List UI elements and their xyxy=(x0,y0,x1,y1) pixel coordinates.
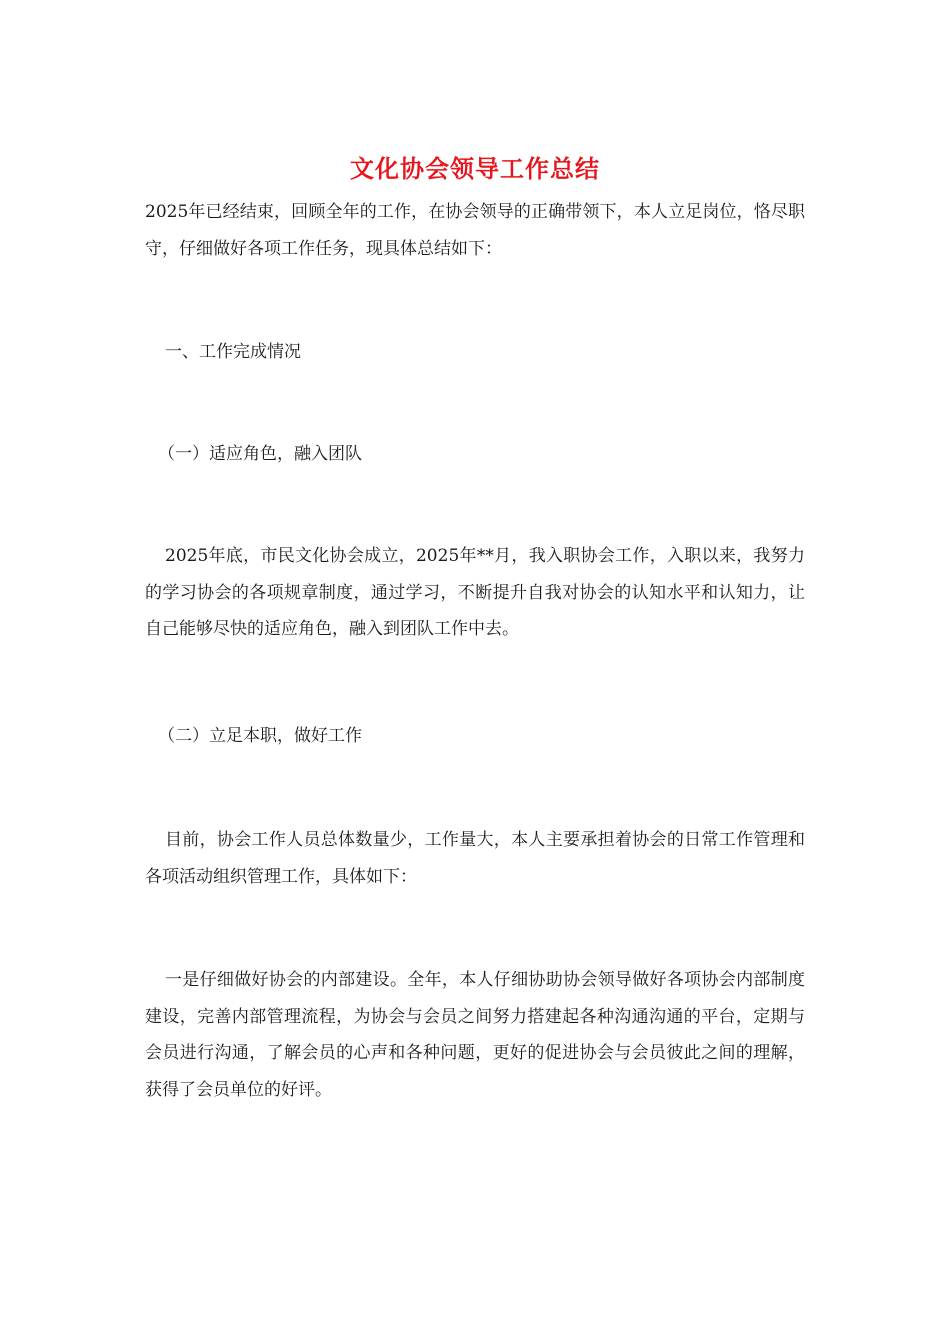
subsection-heading-2: （二）立足本职，做好工作 xyxy=(158,726,362,746)
intro-paragraph: 2025年已经结束，回顾全年的工作，在协会领导的正确带领下，本人立足岗位，恪尽职守，仔细做好各项工作任务，现具体总结如下： xyxy=(145,202,805,259)
item-1-paragraph: 一是仔细做好协会的内部建设。全年，本人仔细协助协会领导做好各项协会内部制度建设，完善内部管理流程，为协会与会员之间努力搭建起各种沟通沟通的平台，定期与会员进行沟通，了解会员的心声和各种问题，更好的促进协会与会员彼此之间的理解，获得了会员单位的好评。 xyxy=(145,970,805,1100)
subsection-1-paragraph: 2025年底，市民文化协会成立，2025年**月，我入职协会工作，入职以来，我努力的学习协会的各项规章制度，通过学习，不断提升自我对协会的认知水平和认知力，让自己能够尽快的适应角色，融入到团队工作中去。 xyxy=(145,546,805,639)
subsection-2-paragraph: 目前，协会工作人员总体数量少，工作量大，本人主要承担着协会的日常工作管理和各项活动组织管理工作，具体如下： xyxy=(145,830,805,887)
section-heading-1: 一、工作完成情况 xyxy=(165,342,301,362)
subsection-heading-1: （一）适应角色，融入团队 xyxy=(158,444,362,464)
document-title: 文化协会领导工作总结 xyxy=(350,154,600,183)
